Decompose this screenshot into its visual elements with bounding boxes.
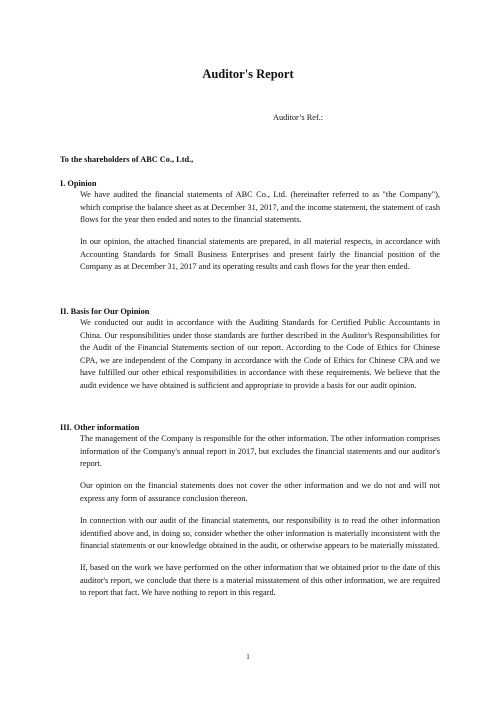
auditor-reference: Auditor’s Ref.: <box>273 113 324 122</box>
section-other-information <box>60 422 440 600</box>
paragraph: The management of the Company is responsible for the other information. The other information comprises information of the Company's annual report in 2017, but excludes the financial statements and our auditor's report. <box>80 434 440 469</box>
paragraph: We conducted our audit in accordance with the Auditing Standards for Certified Public Accountants in China. Our responsibilities under those standards are further described in the Auditor's Responsibilities for the Audit of the Financial Statements section of our report. According to the Code of Ethics for Chinese CPA, we are independent of the Company in accordance with the Code of Ethics for Chinese CPA and we have fulfilled our other ethical responsibilities in accordance with these requirements. We believe that the audit evidence we have obtained is sufficient and appropriate to provide a basis for our audit opinion. <box>80 318 440 390</box>
section-heading: III. Other information <box>60 423 140 432</box>
section-opinion <box>60 178 440 274</box>
paragraph: In our opinion, the attached financial statements are prepared, in all material respects, in accordance with Accounting Standards for Small Business Enterprises and present fairly the financial position of the Company as at December 31, 2017 and its operating results and cash flows for the year then ended. <box>80 237 440 272</box>
page-number: 1 <box>246 653 250 661</box>
section-basis-for-opinion <box>60 306 440 393</box>
section-heading: II. Basis for Our Opinion <box>60 307 150 316</box>
paragraph: Our opinion on the financial statements does not cover the other information and we do not and will not express any form of assurance conclusion thereon. <box>80 481 440 503</box>
paragraph: We have audited the financial statements of ABC Co., Ltd. (hereinafter referred to as "the Company"), which comprise the balance sheet as at December 31, 2017, and the income statement, the statement of cash flows for the year then ended and notes to the financial statements. <box>80 190 440 225</box>
paragraph: If, based on the work we have performed on the other information that we obtained prior to the date of this auditor's report, we conclude that there is a material misstatement of this other information, we are required to report that fact. We have nothing to report in this regard. <box>80 563 440 598</box>
paragraph: In connection with our audit of the financial statements, our responsibility is to read the other information identified above and, in doing so, consider whether the other information is materially inconsistent with the financial statements or our knowledge obtained in the audit, or otherwise appears to be materially misstated. <box>80 515 440 551</box>
addressee: To the shareholders of ABC Co., Ltd., <box>60 155 194 164</box>
section-heading: I. Opinion <box>60 179 97 188</box>
report-title: Auditor's Report <box>202 67 294 81</box>
